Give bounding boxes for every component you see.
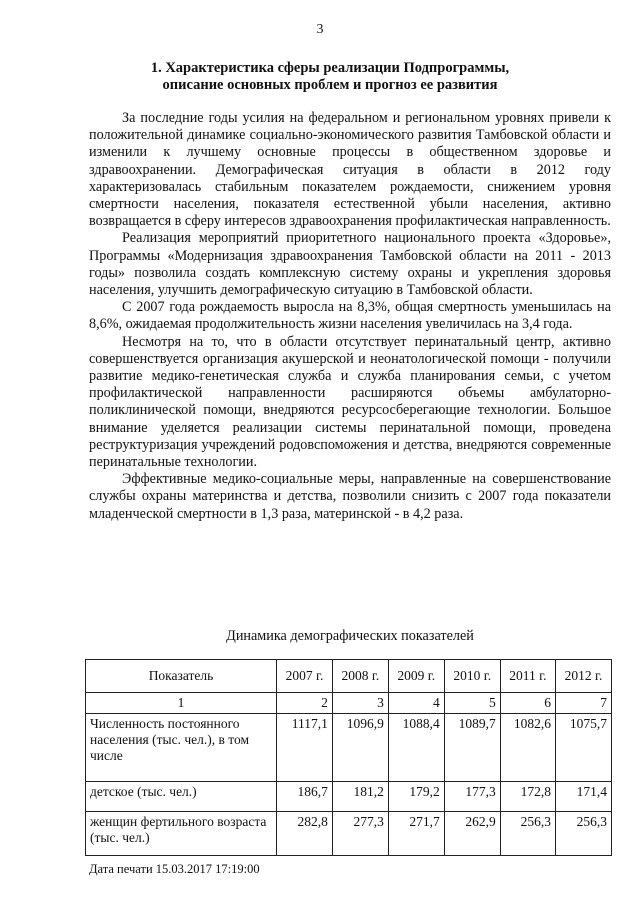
paragraph: Эффективные медико-социальные меры, направленные на совершенствование службы охраны материнства и детства, позволили снизить с 2007 года показатели младенческой смертности в 1,3 раза, материнской - в 4,2 раза. [89,471,611,522]
table-cell: 277,3 [332,812,388,856]
section-heading [80,60,580,94]
body-text [89,110,611,523]
index-cell: 5 [444,693,500,714]
index-cell: 7 [556,693,612,714]
index-cell: 6 [500,693,555,714]
table-cell: 172,8 [500,782,555,812]
table-cell: 256,3 [500,812,555,856]
heading-line-2: описание основных проблем и прогноз ее развития [162,77,498,93]
paragraph: С 2007 года рождаемость выросла на 8,3%, общая смертность уменьшилась на 8,6%, ожидаемая продолжительность жизни населения увеличилась на 3,4 года. [89,299,611,333]
table-cell: 1117,1 [277,714,333,782]
table-cell: 177,3 [444,782,500,812]
heading-line-1: 1. Характеристика сферы реализации Подпрограммы, [150,60,510,76]
paragraph: За последние годы усилия на федеральном и региональном уровнях привели к положительной динамике социально-экономического развития Тамбовской области и изменили к лучшему основные процессы в общественном здоровье и здравоохранении. Демографическая ситуация в области в 2012 году характеризовалась стабильным показателем рождаемости, снижением уровня смертности населения, показателя естественной убыли населения, активно возвращается в сферу интересов здравоохранения профилактическая направленность. [89,110,611,230]
table-index-row [86,693,612,714]
paragraph: Несмотря на то, что в области отсутствует перинатальный центр, активно совершенствуется организация акушерской и неонатологической помощи - получили развитие медико-генетическая служба и служба планирования семьи, с учетом профилактической направленности расширяются объемы амбулаторно-поликлинической помощи, внедряются ресурсосберегающие технологии. Большое внимание уделяется реализации системы перинатальной помощи, проведена реструктуризация учреждений родовспоможения и детства, внедряются современные перинатальные технологии. [89,333,611,471]
index-cell: 3 [332,693,388,714]
table-caption: Динамика демографических показателей [226,628,474,644]
column-header: 2009 г. [388,660,444,693]
table-cell: 282,8 [277,812,333,856]
column-header: 2012 г. [556,660,612,693]
table-cell: 1089,7 [444,714,500,782]
table-row [86,714,612,782]
paragraph: Реализация мероприятий приоритетного национального проекта «Здоровье», Программы «Модернизация здравоохранения Тамбовской области на 2011 - 2013 годы» позволила создать комплексную систему охраны и укрепления здоровья населения, улучшить демографическую ситуацию в Тамбовской области. [89,230,611,299]
table-cell: 179,2 [388,782,444,812]
column-header: Показатель [86,660,277,693]
table-cell: 256,3 [556,812,612,856]
table-cell: 262,9 [444,812,500,856]
table-cell: 1082,6 [500,714,555,782]
table-cell: 186,7 [277,782,333,812]
row-label: Численность постоянного населения (тыс. чел.), в том числе [86,714,277,782]
table-cell: 1075,7 [556,714,612,782]
table-row [86,812,612,856]
index-cell: 2 [277,693,333,714]
column-header: 2010 г. [444,660,500,693]
table-cell: 171,4 [556,782,612,812]
table-cell: 271,7 [388,812,444,856]
table-cell: 1088,4 [388,714,444,782]
column-header: 2007 г. [277,660,333,693]
row-label: детское (тыс. чел.) [86,782,277,812]
table-cell: 1096,9 [332,714,388,782]
table-cell: 181,2 [332,782,388,812]
table-header-row [86,660,612,693]
print-date: Дата печати 15.03.2017 17:19:00 [89,862,260,876]
index-cell: 1 [86,693,277,714]
column-header: 2008 г. [332,660,388,693]
row-label: женщин фертильного возраста (тыс. чел.) [86,812,277,856]
demographics-table [85,659,612,856]
page-number: 3 [316,22,324,37]
index-cell: 4 [388,693,444,714]
column-header: 2011 г. [500,660,555,693]
table-row [86,782,612,812]
